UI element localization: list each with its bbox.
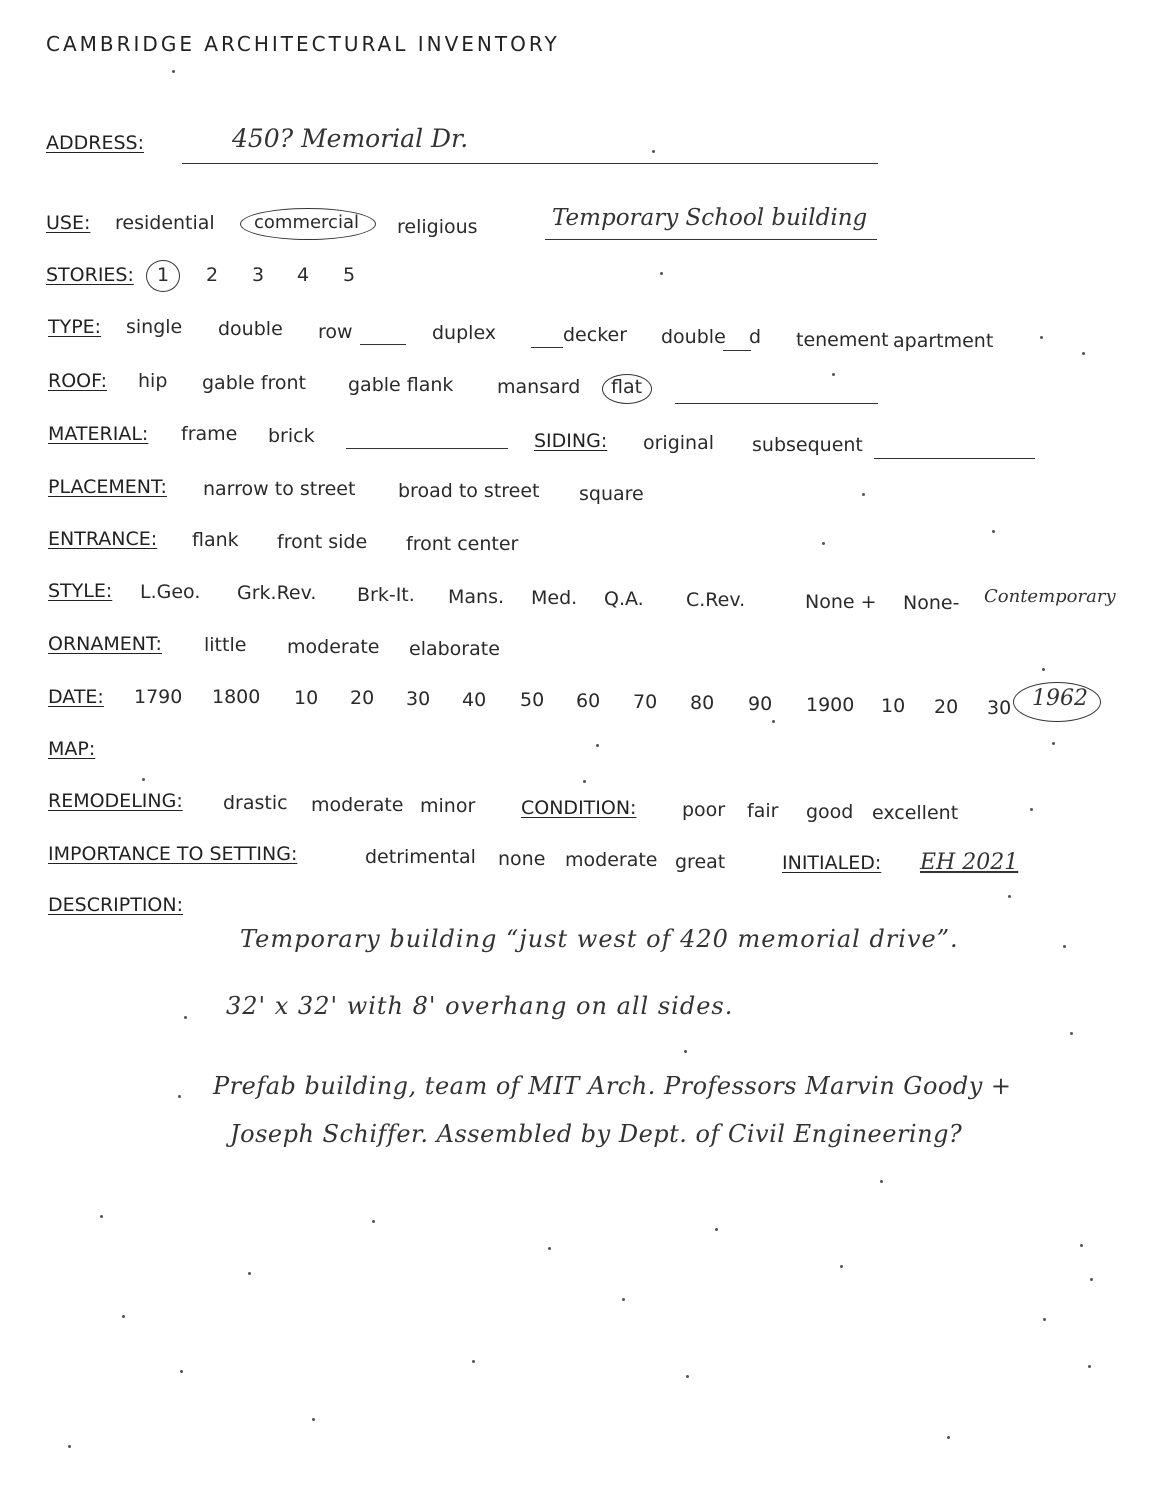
remodeling-moderate: moderate	[311, 794, 404, 816]
speck	[472, 1360, 475, 1363]
date-40: 40	[462, 689, 487, 711]
description-line-1: Temporary building “just west of 420 memorial drive”.	[240, 925, 959, 953]
speck	[1042, 668, 1045, 671]
condition-label: CONDITION:	[521, 797, 637, 819]
condition-fair: fair	[747, 800, 779, 822]
initialed-label: INITIALED:	[782, 852, 882, 874]
importance-great: great	[675, 851, 726, 873]
speck	[622, 1298, 625, 1301]
speck	[372, 1220, 375, 1223]
type-double-decker-d: d	[749, 326, 762, 348]
use-note: Temporary School building	[552, 205, 868, 231]
style-crev: C.Rev.	[686, 589, 746, 611]
type-row: row	[318, 321, 353, 343]
use-religious: religious	[397, 216, 478, 238]
stories-5: 5	[343, 264, 356, 286]
address-line	[182, 163, 878, 164]
placement-broad: broad to street	[398, 480, 540, 502]
speck	[686, 1375, 689, 1378]
style-qa: Q.A.	[604, 588, 644, 610]
siding-subsequent: subsequent	[752, 434, 863, 456]
stories-4: 4	[297, 264, 310, 286]
siding-label: SIDING:	[534, 430, 608, 452]
initialed-value: EH 2021	[920, 850, 1019, 875]
importance-label: IMPORTANCE TO SETTING:	[48, 843, 298, 865]
style-none-plus: None +	[805, 591, 877, 613]
speck	[772, 720, 775, 723]
roof-hip: hip	[138, 370, 168, 392]
roof-label: ROOF:	[48, 370, 107, 392]
roof-mansard: mansard	[497, 376, 581, 398]
speck	[122, 1315, 125, 1318]
date-50: 50	[520, 689, 545, 711]
speck	[583, 780, 586, 783]
speck	[840, 1265, 843, 1268]
speck	[184, 1016, 187, 1019]
speck	[172, 70, 175, 73]
placement-label: PLACEMENT:	[48, 476, 167, 498]
speck	[652, 150, 655, 153]
date-1800: 1800	[212, 686, 261, 708]
speck	[862, 493, 865, 496]
style-lgeo: L.Geo.	[140, 581, 201, 603]
remodeling-label: REMODELING:	[48, 790, 183, 812]
ornament-label: ORNAMENT:	[48, 633, 162, 655]
date-80: 80	[690, 692, 715, 714]
roof-flat: flat	[611, 376, 643, 398]
importance-moderate: moderate	[565, 849, 658, 871]
date-70: 70	[633, 691, 658, 713]
date-1900: 1900	[806, 694, 855, 716]
material-other-line	[346, 448, 508, 449]
date-10a: 10	[294, 687, 319, 709]
style-brkit: Brk-It.	[357, 584, 415, 606]
date-note: 1962	[1032, 686, 1088, 711]
type-decker: decker	[563, 324, 628, 346]
type-row-line	[360, 344, 406, 345]
speck	[312, 1418, 315, 1421]
type-apartment: apartment	[893, 330, 994, 352]
speck	[1090, 1278, 1093, 1281]
speck	[715, 1228, 718, 1231]
use-note-line	[545, 239, 877, 240]
speck	[1082, 352, 1085, 355]
material-label: MATERIAL:	[48, 423, 149, 445]
date-1790: 1790	[134, 686, 183, 708]
ornament-little: little	[204, 634, 247, 656]
date-20a: 20	[350, 687, 375, 709]
speck	[1063, 945, 1066, 948]
material-brick: brick	[268, 425, 315, 447]
speck	[1088, 1365, 1091, 1368]
speck	[992, 530, 995, 533]
description-line-3: Prefab building, team of MIT Arch. Professors Marvin Goody +	[213, 1072, 1012, 1100]
type-double: double	[218, 318, 283, 340]
description-label: DESCRIPTION:	[48, 894, 184, 916]
type-single: single	[126, 316, 183, 338]
type-double-decker-line	[723, 350, 751, 351]
style-med: Med.	[531, 587, 578, 609]
speck	[142, 778, 145, 781]
date-60: 60	[576, 690, 601, 712]
speck	[1008, 895, 1011, 898]
roof-other-line	[675, 403, 878, 404]
address-value: 450? Memorial Dr.	[232, 124, 469, 153]
address-label: ADDRESS:	[46, 132, 144, 154]
date-10b: 10	[881, 695, 906, 717]
ornament-moderate: moderate	[287, 636, 380, 658]
date-30a: 30	[406, 688, 431, 710]
speck	[947, 1436, 950, 1439]
speck	[660, 272, 663, 275]
use-commercial: commercial	[254, 212, 359, 233]
map-label: MAP:	[48, 738, 96, 760]
date-30b: 30	[987, 697, 1012, 719]
speck	[822, 542, 825, 545]
style-note: Contemporary	[984, 586, 1116, 607]
date-label: DATE:	[48, 686, 104, 708]
speck	[180, 1370, 183, 1373]
use-residential: residential	[115, 212, 215, 234]
speck	[880, 1180, 883, 1183]
speck	[832, 373, 835, 376]
ornament-elaborate: elaborate	[409, 638, 500, 660]
form-title: CAMBRIDGE ARCHITECTURAL INVENTORY	[46, 32, 560, 56]
speck	[596, 744, 599, 747]
use-label: USE:	[46, 212, 91, 234]
stories-3: 3	[252, 264, 265, 286]
stories-1: 1	[157, 264, 170, 286]
style-grkrev: Grk.Rev.	[237, 582, 317, 604]
remodeling-minor: minor	[420, 795, 476, 817]
speck	[1080, 1244, 1083, 1247]
speck	[1052, 742, 1055, 745]
speck	[68, 1445, 71, 1448]
placement-narrow: narrow to street	[203, 478, 356, 500]
remodeling-drastic: drastic	[223, 792, 288, 814]
date-20b: 20	[934, 696, 959, 718]
style-label: STYLE:	[48, 580, 113, 602]
entrance-front-side: front side	[277, 531, 368, 553]
type-decker-line	[531, 347, 563, 348]
type-label: TYPE:	[48, 316, 102, 338]
description-line-2: 32' x 32' with 8' overhang on all sides.	[226, 992, 734, 1020]
speck	[548, 1247, 551, 1250]
importance-detrimental: detrimental	[365, 846, 476, 868]
description-line-4: Joseph Schiffer. Assembled by Dept. of Civil Engineering?	[230, 1120, 963, 1148]
stories-label: STORIES:	[46, 264, 134, 286]
speck	[1030, 808, 1033, 811]
roof-gable-flank: gable flank	[348, 374, 454, 396]
entrance-label: ENTRANCE:	[48, 528, 158, 550]
condition-poor: poor	[682, 799, 726, 821]
type-double-decker: double	[661, 326, 726, 348]
placement-square: square	[579, 483, 644, 505]
speck	[248, 1272, 251, 1275]
speck	[100, 1215, 103, 1218]
date-90: 90	[748, 693, 773, 715]
style-mans: Mans.	[448, 586, 505, 608]
type-duplex: duplex	[432, 322, 497, 344]
speck	[178, 1095, 181, 1098]
siding-original: original	[643, 432, 715, 454]
siding-other-line	[874, 458, 1035, 459]
speck	[1043, 1318, 1046, 1321]
speck	[1070, 1032, 1073, 1035]
material-frame: frame	[181, 423, 238, 445]
speck	[684, 1050, 687, 1053]
stories-2: 2	[206, 264, 219, 286]
type-tenement: tenement	[796, 329, 889, 351]
entrance-flank: flank	[192, 529, 239, 551]
condition-good: good	[806, 801, 854, 823]
condition-excellent: excellent	[872, 802, 959, 824]
style-none-minus: None-	[903, 592, 960, 614]
entrance-front-center: front center	[406, 533, 519, 555]
speck	[1040, 336, 1043, 339]
importance-none: none	[498, 848, 546, 870]
roof-gable-front: gable front	[202, 372, 306, 394]
